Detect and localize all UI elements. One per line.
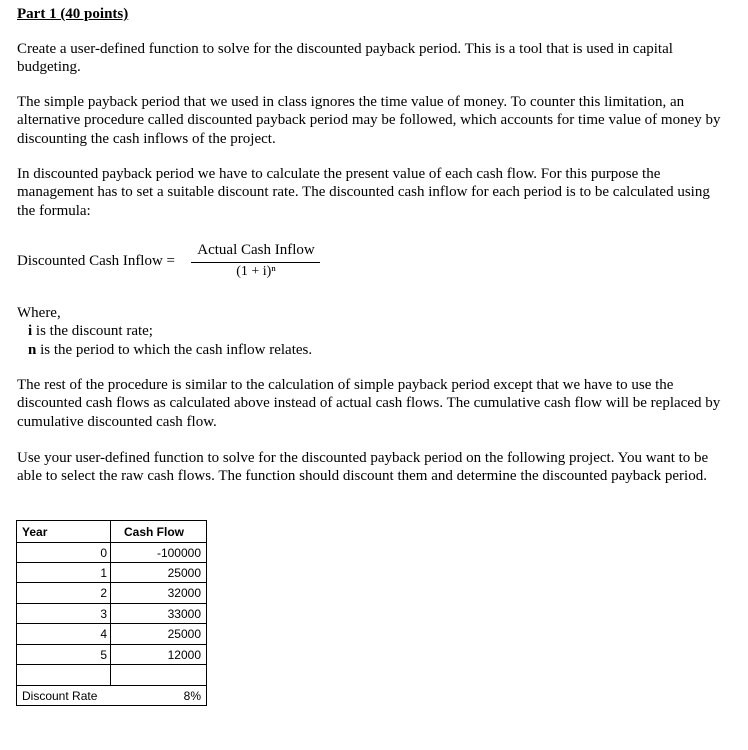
formula-denominator: (1 + i)ⁿ	[236, 264, 276, 279]
table-rule	[16, 582, 207, 583]
table-row	[16, 624, 206, 644]
year-cell: 3	[100, 607, 107, 621]
table-border-bottom	[16, 705, 207, 706]
simple-payback-paragraph: The simple payback period that we used in class ignores the time value of money. To counter this limitation, an alternative procedure called discounted payback period may be followed, which accounts for time value of money by discounting the cash inflows of the project.	[17, 94, 721, 147]
table-rule	[16, 644, 207, 645]
formula-numerator: Actual Cash Inflow	[197, 242, 315, 258]
table-border-left	[16, 520, 17, 706]
cash-flow-cell: -100000	[156, 546, 201, 560]
procedure-paragraph: The rest of the procedure is similar to the calculation of simple payback period except that we have to use the discounted cash flows as calculated above instead of actual cash flows. The cumulative cash flow will be replaced by cumulative discounted cash flow.	[17, 377, 721, 430]
year-header: Year	[22, 525, 48, 539]
table-row	[16, 543, 206, 563]
table-row	[16, 563, 206, 583]
cash-flow-cell: 25000	[167, 627, 201, 641]
cash-flow-cell: 32000	[167, 586, 201, 600]
table-rule	[16, 542, 207, 543]
year-cell: 2	[100, 586, 107, 600]
where-label: Where,	[17, 305, 61, 321]
year-cell: 0	[100, 546, 107, 560]
intro-paragraph: Create a user-defined function to solve for the discounted payback period. This is a tool that is used in capital budgeting.	[17, 41, 673, 76]
cash-flow-cell: 33000	[167, 607, 201, 621]
formula-lhs: Discounted Cash Inflow =	[17, 253, 176, 269]
year-cell: 5	[100, 648, 107, 662]
table-border-right	[206, 520, 207, 706]
table-row	[16, 645, 206, 665]
table-rule	[16, 603, 207, 604]
table-border-top	[16, 520, 207, 521]
year-cell: 4	[100, 627, 107, 641]
cash-flow-cell: 25000	[167, 566, 201, 580]
cash-flow-cell: 12000	[167, 648, 201, 662]
definition-i	[28, 322, 153, 340]
year-cell: 1	[100, 566, 107, 580]
table-rule	[16, 623, 207, 624]
page-title: Part 1 (40 points)	[17, 6, 129, 22]
instruction-paragraph: Use your user-defined function to solve for the discounted payback period on the following project. You want to be able to select the raw cash flows. The function should discount them and determine the discounted payback period.	[17, 450, 709, 485]
cash-flow-header: Cash Flow	[124, 525, 185, 539]
discount-rate-label: Discount Rate	[22, 689, 98, 703]
present-value-paragraph: In discounted payback period we have to calculate the present value of each cash flow. For this purpose the management has to set a suitable discount rate. The discounted cash inflow for each period is to be calculated using the formula:	[17, 166, 710, 219]
definition-symbol: i	[28, 323, 33, 339]
definition-text: is the discount rate;	[32, 323, 153, 339]
table-rule	[16, 562, 207, 563]
discount-formula	[17, 240, 417, 288]
table-rule	[16, 685, 207, 686]
definition-text: is the period to which the cash inflow relates.	[36, 342, 313, 358]
discount-rate-row	[16, 686, 206, 706]
table-row	[16, 583, 206, 603]
definition-symbol: n	[28, 342, 37, 358]
table-row	[16, 604, 206, 624]
definition-n	[28, 341, 312, 359]
table-header-row	[16, 522, 206, 542]
table-rule	[16, 664, 207, 665]
discount-rate-value: 8%	[183, 689, 201, 703]
